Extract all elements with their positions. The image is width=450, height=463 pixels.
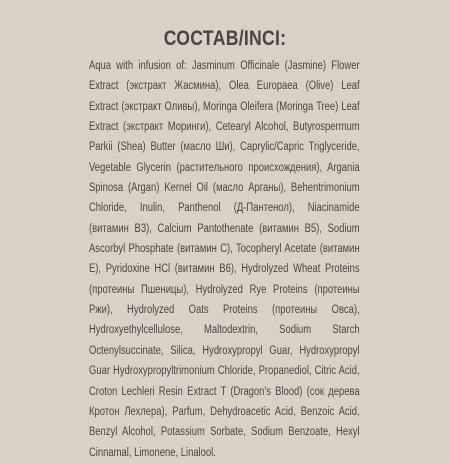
page-title: СОСТАВ/INCI: [163, 27, 287, 50]
ingredients-text: Aqua with infusion of: Jasminum Officinale (Jasmine) Flower Extract (экстракт Жасмина), Olea Europaea (Olive) Leaf Extract (экстракт Оливы), Moringa Oleifera (Moringa Tree) Leaf Extract (экстракт Моринги), Cetearyl Alcohol, Butyrospermum Parkii (Shea) Butter (масло Ши), Caprylic/Capric Triglyceride, Vegetable Glycerin (растительного происхождения), Argania Spinosa (Argan) Kernel Oil (масло Арганы), Behentrimonium Chloride, Inulin, Panthenol (Д-Пантенол), Niacinamide (витамин B3), Calcium Pantothenate (витамин B5), Sodium Ascorbyl Phosphate (витамин C), Tocopheryl Acetate (витамин E), Pyridoxine HCl (витамин B6), Hydrolyzed Wheat Proteins (протеины Пшеницы), Hydrolyzed Rye Proteins (протеины Ржи), Hydrolyzed Oats Proteins (протеины Овса), Hydroxyethylcellulose, Maltodextrin, Sodium Starch Octenylsuccinate, Silica, Hydroxypropyl Guar, Hydroxypropyl Guar Hydroxypropyltrimonium Chloride, Propanediol, Citric Acid, Croton Lechleri Resin Extract T (Dragon's Blood) (сок дерева Кротон Лехлера), Parfum, Dehydroacetic Acid, Benzoic Acid, Benzyl Alcohol, Potassium Sorbate, Sodium Benzoate, Hexyl Cinnamal, Limonene, Linalool. [89, 60, 360, 459]
